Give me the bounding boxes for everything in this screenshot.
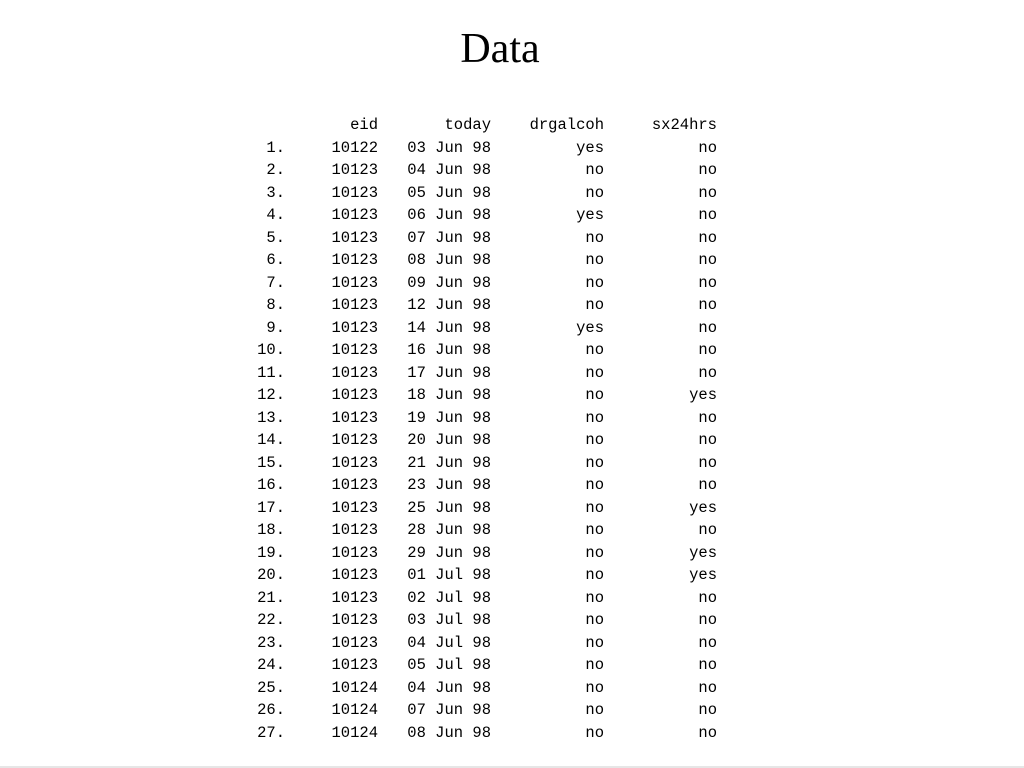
drgalcoh-cell: no: [585, 228, 604, 247]
drgalcoh-cell: no: [585, 611, 604, 629]
drgalcoh-cell: no: [585, 476, 604, 494]
sx24hrs-cell: no: [698, 161, 717, 179]
observation-number: 8.: [266, 296, 285, 314]
observation-number: 2.: [266, 161, 285, 179]
today-cell: 19 Jun 98: [407, 408, 491, 427]
drgalcoh-cell: yes: [576, 138, 604, 157]
today-cell: 18 Jun 98: [407, 386, 491, 404]
today-cell: 28 Jun 98: [407, 521, 491, 539]
today-cell: 23 Jun 98: [407, 476, 491, 494]
sx24hrs-cell: no: [698, 611, 717, 629]
eid-cell: 10123: [331, 183, 378, 202]
sx24hrs-cell: no: [698, 678, 717, 697]
table-row: [0, 429, 1024, 452]
today-cell: 05 Jun 98: [407, 183, 491, 202]
observation-number: 10.: [257, 341, 285, 359]
eid-cell: 10124: [331, 678, 378, 697]
sx24hrs-cell: yes: [689, 386, 717, 404]
drgalcoh-cell: no: [585, 251, 604, 269]
eid-cell: 10123: [331, 161, 378, 179]
eid-cell: 10123: [331, 408, 378, 427]
eid-cell: 10123: [331, 543, 378, 562]
today-cell: 04 Jun 98: [407, 161, 491, 179]
today-cell: 01 Jul 98: [407, 566, 491, 584]
sx24hrs-cell: no: [698, 138, 717, 157]
drgalcoh-cell: no: [585, 408, 604, 427]
eid-cell: 10123: [331, 341, 378, 359]
today-cell: 02 Jul 98: [407, 588, 491, 607]
table-row: [0, 249, 1024, 272]
observation-number: 7.: [266, 273, 285, 292]
observation-number: 14.: [257, 431, 285, 449]
today-cell: 03 Jul 98: [407, 611, 491, 629]
table-row: [0, 452, 1024, 475]
drgalcoh-cell: no: [585, 386, 604, 404]
eid-cell: 10124: [331, 701, 378, 719]
table-row: [0, 159, 1024, 182]
table-row: [0, 227, 1024, 250]
sx24hrs-cell: yes: [689, 543, 717, 562]
drgalcoh-cell: no: [585, 588, 604, 607]
table-row: [0, 294, 1024, 317]
observation-number: 3.: [266, 183, 285, 202]
observation-number: 18.: [257, 521, 285, 539]
today-cell: 08 Jun 98: [407, 251, 491, 269]
sx24hrs-cell: no: [698, 228, 717, 247]
sx24hrs-cell: yes: [689, 566, 717, 584]
today-cell: 07 Jun 98: [407, 228, 491, 247]
today-cell: 04 Jun 98: [407, 678, 491, 697]
eid-cell: 10123: [331, 633, 378, 652]
drgalcoh-cell: no: [585, 633, 604, 652]
sx24hrs-cell: yes: [689, 498, 717, 517]
today-cell: 07 Jun 98: [407, 701, 491, 719]
table-row: [0, 699, 1024, 722]
drgalcoh-cell: no: [585, 273, 604, 292]
sx24hrs-cell: no: [698, 588, 717, 607]
observation-number: 15.: [257, 453, 285, 472]
table-row: [0, 609, 1024, 632]
column-header-drgalcoh: drgalcoh: [529, 116, 604, 134]
sx24hrs-cell: no: [698, 408, 717, 427]
sx24hrs-cell: no: [698, 183, 717, 202]
drgalcoh-cell: no: [585, 363, 604, 382]
observation-number: 6.: [266, 251, 285, 269]
eid-cell: 10123: [331, 273, 378, 292]
table-row: [0, 519, 1024, 542]
eid-cell: 10123: [331, 296, 378, 314]
eid-cell: 10123: [331, 498, 378, 517]
eid-cell: 10123: [331, 656, 378, 674]
eid-cell: 10123: [331, 566, 378, 584]
data-listing: [0, 114, 1024, 744]
drgalcoh-cell: no: [585, 543, 604, 562]
today-cell: 14 Jun 98: [407, 318, 491, 337]
today-cell: 21 Jun 98: [407, 453, 491, 472]
observation-number: 19.: [257, 543, 285, 562]
table-row: [0, 204, 1024, 227]
eid-cell: 10123: [331, 588, 378, 607]
eid-cell: 10123: [331, 476, 378, 494]
table-row: [0, 272, 1024, 295]
observation-number: 5.: [266, 228, 285, 247]
drgalcoh-cell: no: [585, 498, 604, 517]
today-cell: 08 Jun 98: [407, 723, 491, 742]
drgalcoh-cell: no: [585, 296, 604, 314]
today-cell: 06 Jun 98: [407, 206, 491, 224]
table-row: [0, 654, 1024, 677]
sx24hrs-cell: no: [698, 723, 717, 742]
sx24hrs-cell: no: [698, 206, 717, 224]
table-row: [0, 317, 1024, 340]
sx24hrs-cell: no: [698, 363, 717, 382]
eid-cell: 10123: [331, 521, 378, 539]
sx24hrs-cell: no: [698, 318, 717, 337]
drgalcoh-cell: yes: [576, 318, 604, 337]
today-cell: 29 Jun 98: [407, 543, 491, 562]
drgalcoh-cell: no: [585, 521, 604, 539]
page-title: Data: [460, 26, 540, 72]
eid-cell: 10123: [331, 453, 378, 472]
drgalcoh-cell: no: [585, 566, 604, 584]
drgalcoh-cell: no: [585, 723, 604, 742]
eid-cell: 10123: [331, 206, 378, 224]
drgalcoh-cell: no: [585, 656, 604, 674]
sx24hrs-cell: no: [698, 341, 717, 359]
sx24hrs-cell: no: [698, 633, 717, 652]
eid-cell: 10123: [331, 318, 378, 337]
table-row: [0, 677, 1024, 700]
table-row: [0, 564, 1024, 587]
table-row: [0, 182, 1024, 205]
observation-number: 21.: [257, 588, 285, 607]
eid-cell: 10123: [331, 431, 378, 449]
eid-cell: 10123: [331, 611, 378, 629]
observation-number: 12.: [257, 386, 285, 404]
eid-cell: 10123: [331, 251, 378, 269]
today-cell: 25 Jun 98: [407, 498, 491, 517]
eid-cell: 10122: [331, 138, 378, 157]
observation-number: 25.: [257, 678, 285, 697]
sx24hrs-cell: no: [698, 273, 717, 292]
drgalcoh-cell: no: [585, 161, 604, 179]
table-row: [0, 339, 1024, 362]
sx24hrs-cell: no: [698, 431, 717, 449]
table-row: [0, 137, 1024, 160]
observation-number: 24.: [257, 656, 285, 674]
column-header-today: today: [444, 116, 491, 134]
sx24hrs-cell: no: [698, 453, 717, 472]
observation-number: 4.: [266, 206, 285, 224]
sx24hrs-cell: no: [698, 296, 717, 314]
today-cell: 03 Jun 98: [407, 138, 491, 157]
today-cell: 04 Jul 98: [407, 633, 491, 652]
table-row: [0, 632, 1024, 655]
drgalcoh-cell: no: [585, 453, 604, 472]
observation-number: 11.: [257, 363, 285, 382]
observation-number: 17.: [257, 498, 285, 517]
sx24hrs-cell: no: [698, 521, 717, 539]
column-header-eid: eid: [350, 116, 378, 134]
drgalcoh-cell: no: [585, 183, 604, 202]
table-row: [0, 474, 1024, 497]
sx24hrs-cell: no: [698, 476, 717, 494]
header-row: [0, 114, 1024, 137]
today-cell: 05 Jul 98: [407, 656, 491, 674]
drgalcoh-cell: no: [585, 678, 604, 697]
sx24hrs-cell: no: [698, 701, 717, 719]
observation-number: 22.: [257, 611, 285, 629]
table-row: [0, 497, 1024, 520]
today-cell: 20 Jun 98: [407, 431, 491, 449]
observation-number: 20.: [257, 566, 285, 584]
observation-number: 1.: [266, 138, 285, 157]
eid-cell: 10123: [331, 386, 378, 404]
table-row: [0, 722, 1024, 745]
observation-number: 26.: [257, 701, 285, 719]
today-cell: 16 Jun 98: [407, 341, 491, 359]
sx24hrs-cell: no: [698, 656, 717, 674]
table-row: [0, 384, 1024, 407]
sx24hrs-cell: no: [698, 251, 717, 269]
drgalcoh-cell: no: [585, 701, 604, 719]
observation-number: 13.: [257, 408, 285, 427]
observation-number: 27.: [257, 723, 285, 742]
table-row: [0, 407, 1024, 430]
table-row: [0, 587, 1024, 610]
eid-cell: 10123: [331, 228, 378, 247]
today-cell: 12 Jun 98: [407, 296, 491, 314]
observation-number: 23.: [257, 633, 285, 652]
column-header-sx24hrs: sx24hrs: [651, 116, 717, 134]
observation-number: 16.: [257, 476, 285, 494]
drgalcoh-cell: no: [585, 431, 604, 449]
table-row: [0, 362, 1024, 385]
eid-cell: 10123: [331, 363, 378, 382]
today-cell: 17 Jun 98: [407, 363, 491, 382]
observation-number: 9.: [266, 318, 285, 337]
drgalcoh-cell: no: [585, 341, 604, 359]
eid-cell: 10124: [331, 723, 378, 742]
drgalcoh-cell: yes: [576, 206, 604, 224]
table-row: [0, 542, 1024, 565]
today-cell: 09 Jun 98: [407, 273, 491, 292]
